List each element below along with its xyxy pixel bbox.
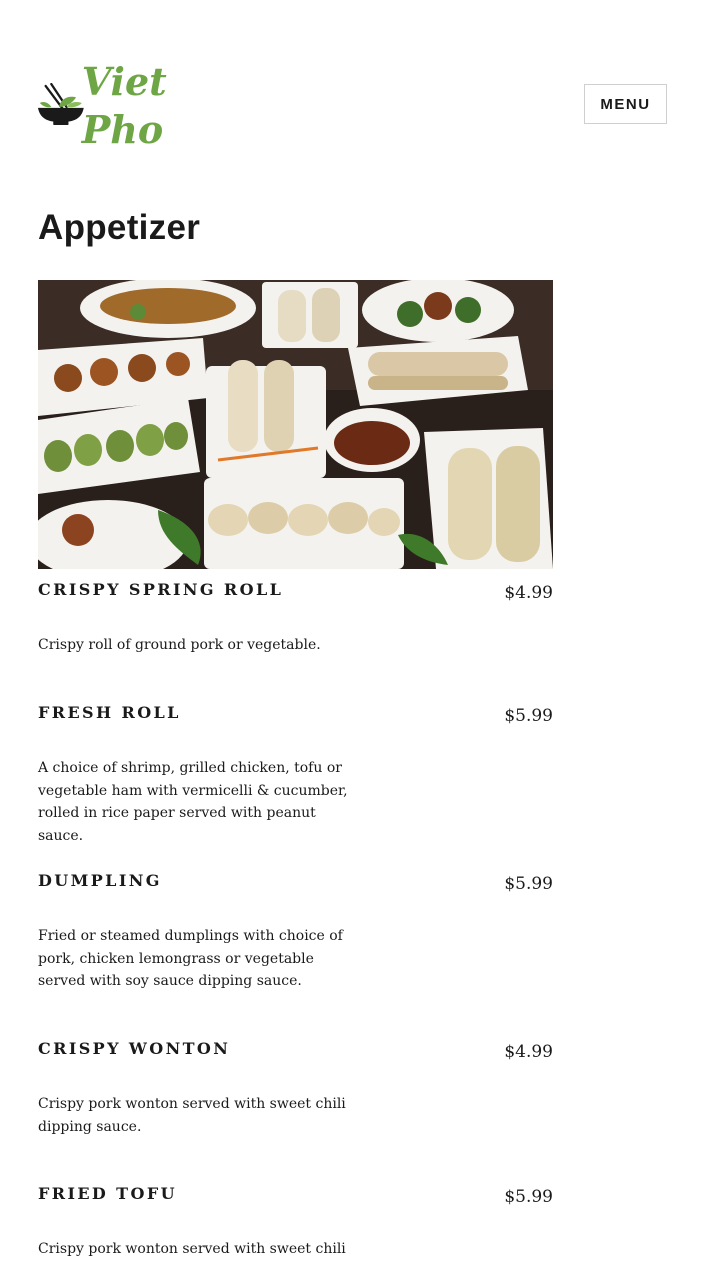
menu-item-name: CRISPY SPRING ROLL bbox=[38, 580, 284, 599]
menu-item-description: Crispy pork wonton served with sweet chili bbox=[38, 1241, 346, 1257]
menu-item-name: FRESH ROLL bbox=[38, 703, 181, 722]
menu-item-price: $5.99 bbox=[504, 706, 553, 726]
menu-item-name: CRISPY WONTON bbox=[38, 1039, 231, 1058]
menu-item-price: $5.99 bbox=[504, 1187, 553, 1207]
menu-item-name: FRIED TOFU bbox=[38, 1184, 177, 1203]
site-logo[interactable] bbox=[38, 59, 253, 152]
menu-item-description: Fried or steamed dumplings with choice of pork, chicken lemongrass or vegetable served with soy sauce dipping sauce. bbox=[38, 928, 343, 990]
menu-item-price: $5.99 bbox=[504, 874, 553, 894]
menu-item-price: $4.99 bbox=[504, 1042, 553, 1062]
menu-item-price: $4.99 bbox=[504, 583, 553, 603]
logo-wordmark: Viet Pho bbox=[81, 59, 167, 152]
pho-bowl-chopsticks-icon bbox=[38, 83, 84, 129]
site-header bbox=[38, 59, 667, 152]
menu-item-description: Crispy pork wonton served with sweet chili dipping sauce. bbox=[38, 1096, 346, 1135]
page-title: Appetizer bbox=[38, 208, 201, 247]
menu-button[interactable]: MENU bbox=[584, 84, 667, 124]
menu-item-description: Crispy roll of ground pork or vegetable. bbox=[38, 637, 321, 653]
menu-item-description: A choice of shrimp, grilled chicken, tofu or vegetable ham with vermicelli & cucumber, rolled in rice paper served with peanut sauce. bbox=[38, 760, 348, 844]
appetizer-platter-photo bbox=[38, 280, 553, 569]
menu-item-name: DUMPLING bbox=[38, 871, 162, 890]
